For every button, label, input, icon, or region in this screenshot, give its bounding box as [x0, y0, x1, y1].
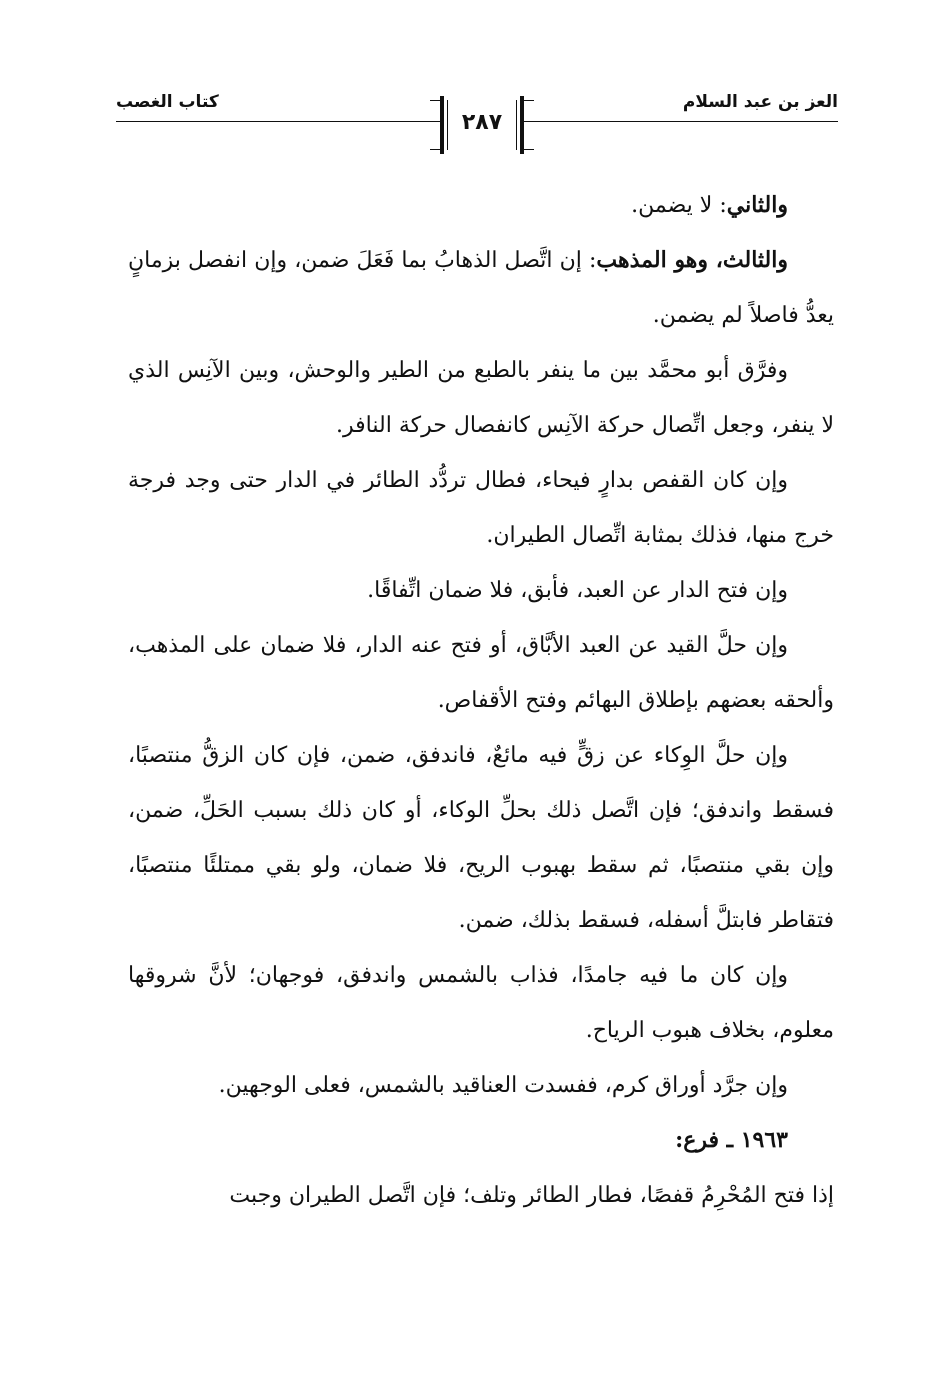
paragraph-text: : لا يضمن.: [631, 193, 727, 218]
paragraph: [128, 1168, 834, 1223]
paragraph-lead: والثاني: [726, 192, 788, 218]
paragraph: [128, 453, 834, 563]
paragraph-text: وإن فتح الدار عن العبد، فأبق، فلا ضمان اتِّفاقًا.: [367, 578, 788, 603]
frame-ornament-bottom-left: [430, 149, 444, 150]
paragraph-text: وإن كان القفص بدارٍ فيحاء، فطال تردُّد الطائر في الدار حتى وجد فرجة خرج منها، فذلك بمثابة اتِّصال الطيران.: [128, 468, 834, 548]
paragraph: [128, 343, 834, 453]
paragraph: [128, 563, 834, 618]
paragraph-text: إذا فتح المُحْرِمُ قفصًا، فطار الطائر وتلف؛ فإن اتَّصل الطيران وجبت: [229, 1183, 834, 1208]
paragraph-lead: والثالث، وهو المذهب: [596, 247, 788, 273]
page-number: ٢٨٧: [461, 110, 503, 135]
paragraph-text: وإن جرَّد أوراق كرم، ففسدت العناقيد بالشمس، فعلى الوجهين.: [218, 1073, 788, 1098]
paragraph-text: وإن حلَّ القيد عن العبد الأبَّاق، أو فتح عنه الدار، فلا ضمان على المذهب، وألحقه بعضهم بإطلاق البهائم وفتح الأقفاص.: [128, 633, 834, 713]
header-section-title: كتاب الغصب: [116, 92, 219, 112]
paragraph-text: وإن حلَّ الوِكاء عن زقٍّ فيه مائعٌ، فاندفق، ضمن، فإن كان الزقُّ منتصبًا، فسقط واندفق؛ فإن اتَّصل ذلك بحلِّ الوكاء، أو كان ذلك بسبب الحَلِّ، ضمن، وإن بقي منتصبًا، ثم سقط بهبوب الريح، فلا ضمان، ولو بقي ممتلئًا منتصبًا، فتقاطر فابتلَّ أسفله، فسقط بذلك، ضمن.: [128, 743, 834, 933]
paragraph-text: : إن اتَّصل الذهابُ بما فَعَلَ ضمن، وإن انفصل بزمانٍ يعدُّ فاصلاً لم يضمن.: [128, 248, 834, 328]
section-heading: [128, 1113, 834, 1168]
running-header: [116, 88, 838, 158]
paragraph: [128, 233, 834, 343]
paragraph-text: وإن كان ما فيه جامدًا، فذاب بالشمس واندفق، فوجهان؛ لأنَّ شروقها معلوم، بخلاف هبوب الرياح.: [128, 963, 834, 1043]
page-number-frame: [440, 96, 524, 154]
paragraph-text: وفرَّق أبو محمَّد بين ما ينفر بالطبع من الطير والوحش، وبين الآنِس الذي لا ينفر، وجعل اتِّصال حركة الآنِس كانفصال حركة النافر.: [128, 358, 834, 438]
paragraph: [128, 1058, 834, 1113]
paragraph: [128, 728, 834, 948]
frame-ornament-top-right: [520, 100, 534, 101]
frame-ornament-top-left: [430, 100, 444, 101]
paragraph: [128, 948, 834, 1058]
section-number: ١٩٦٣ ـ فرع: [683, 1127, 788, 1153]
paragraph: [128, 178, 834, 233]
page-body: [128, 178, 834, 1223]
frame-ornament-bottom-right: [520, 149, 534, 150]
paragraph: [128, 618, 834, 728]
header-author: العز بن عبد السلام: [682, 92, 838, 112]
section-heading-colon: :: [675, 1127, 684, 1153]
